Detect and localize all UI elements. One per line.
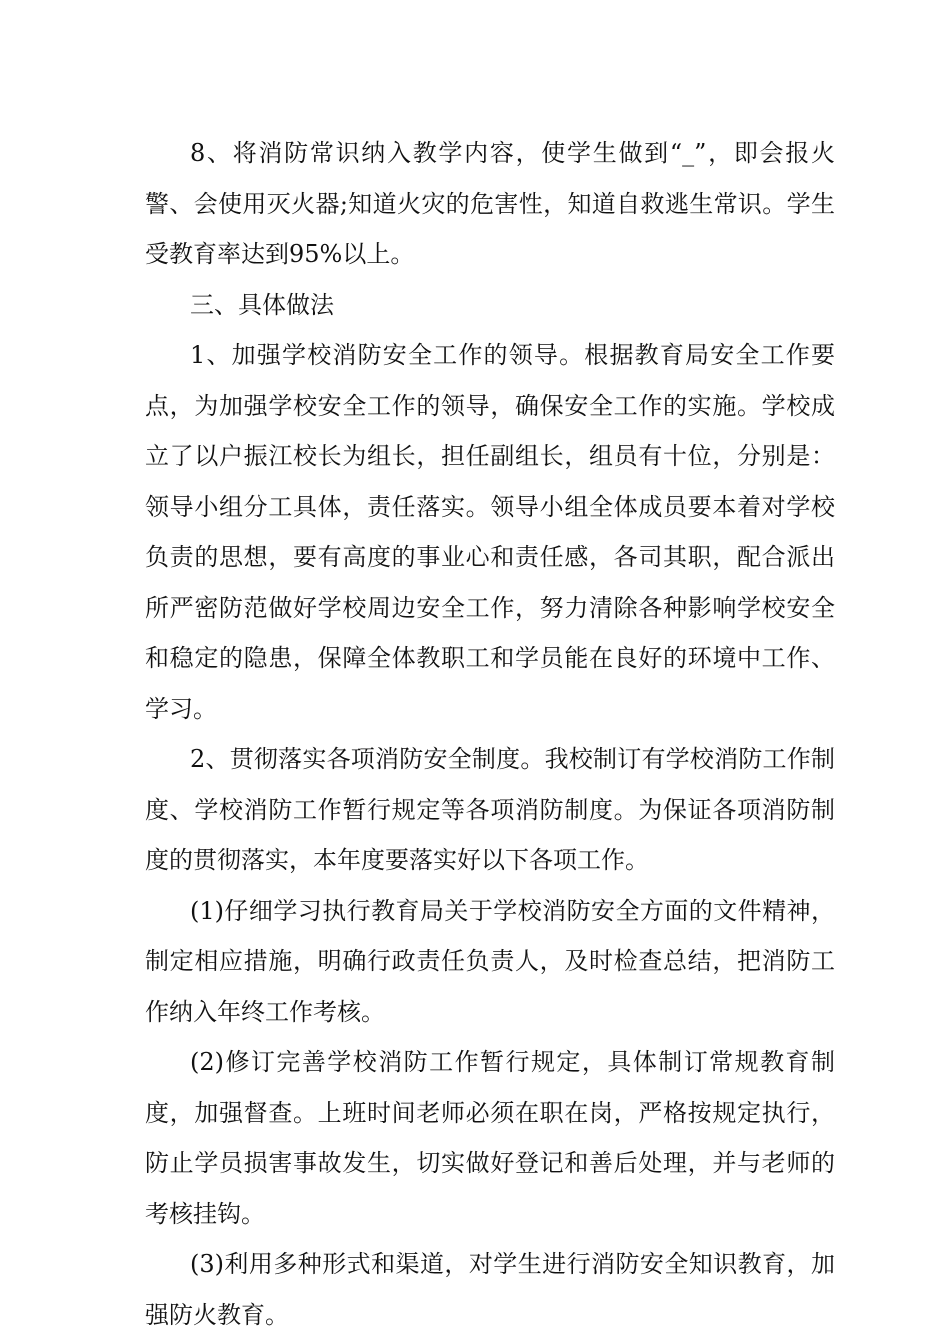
document-body bbox=[145, 128, 835, 1340]
paragraph-item-8: 8、将消防常识纳入教学内容，使学生做到“_”，即会报火警、会使用灭火器;知道火灾的危害性，知道自救逃生常识。学生受教育率达到95%以上。 bbox=[145, 139, 835, 268]
paragraph-item-1-leadership: 1、加强学校消防安全工作的领导。根据教育局安全工作要点，为加强学校安全工作的领导，确保安全工作的实施。学校成立了以户振江校长为组长，担任副组长，组员有十位，分别是：领导小组分工具体，责任落实。领导小组全体成员要本着对学校负责的思想，要有高度的事业心和责任感，各司其职，配合派出所严密防范做好学校周边安全工作，努力清除各种影响学校安全和稳定的隐患，保障全体教职工和学员能在良好的环境中工作、学习。 bbox=[145, 341, 835, 723]
paragraph-subitem-1: (1)仔细学习执行教育局关于学校消防安全方面的文件精神，制定相应措施，明确行政责任负责人，及时检查总结，把消防工作纳入年终工作考核。 bbox=[145, 896, 835, 1026]
section-heading-specific-methods: 三、具体做法 bbox=[190, 290, 334, 319]
paragraph-subitem-3: (3)利用多种形式和渠道，对学生进行消防安全知识教育，加强防火教育。 bbox=[145, 1250, 835, 1329]
paragraph-item-2-regulations: 2、贯彻落实各项消防安全制度。我校制订有学校消防工作制度、学校消防工作暂行规定等各项消防制度。为保证各项消防制度的贯彻落实，本年度要落实好以下各项工作。 bbox=[145, 745, 835, 874]
paragraph-subitem-2: (2)修订完善学校消防工作暂行规定，具体制订常规教育制度，加强督查。上班时间老师必须在职在岗，严格按规定执行，防止学员损害事故发生，切实做好登记和善后处理，并与老师的考核挂钩。 bbox=[145, 1048, 835, 1228]
